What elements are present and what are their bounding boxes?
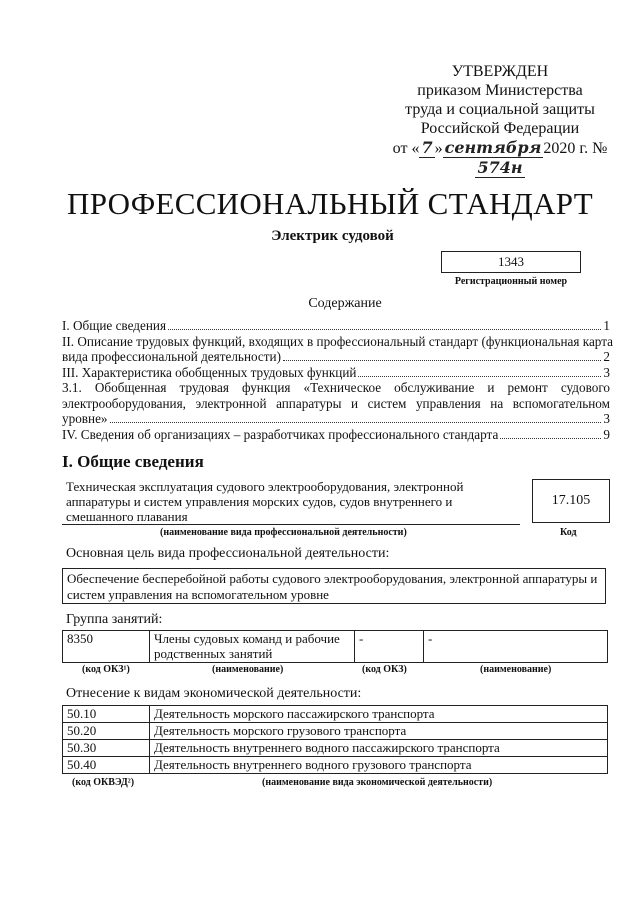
okz-code2-label: (код ОКЗ) xyxy=(362,664,407,675)
date-prefix: от « xyxy=(392,140,420,157)
approval-block xyxy=(380,62,620,178)
approval-ministry-line: труда и социальной защиты xyxy=(405,101,595,118)
approval-title: УТВЕРЖДЕН xyxy=(451,63,549,80)
approval-date-line xyxy=(380,138,620,178)
toc-item-4-end[interactable]: уровне» 3 xyxy=(62,411,610,426)
handwritten-month: сентября xyxy=(444,138,542,157)
toc-item-5[interactable]: IV. Сведения об организациях – разработчиках профессионального стандарта 9 xyxy=(62,426,610,442)
okved-row xyxy=(63,706,608,723)
okved-code: 50.10 xyxy=(63,706,150,723)
handwritten-day: 7 xyxy=(421,138,433,157)
okved-row xyxy=(63,757,608,774)
okved-name: Деятельность морского пассажирского транспорта xyxy=(150,706,608,723)
okved-label: Отнесение к видам экономической деятельности: xyxy=(66,686,362,701)
goal-text-box: Обеспечение бесперебойной работы судового электрооборудования, электронной аппаратуры и систем управления на вспомогательном уровне xyxy=(62,568,606,604)
okved-code: 50.20 xyxy=(63,723,150,740)
goal-label: Основная цель вида профессиональной деятельности: xyxy=(66,546,390,561)
registration-number-box: 1343 xyxy=(441,251,581,273)
okz-name-label: (наименование) xyxy=(212,664,284,675)
date-year: 2020 г. № xyxy=(543,140,608,157)
okz-name2-cell: - xyxy=(424,631,608,663)
okved-code: 50.30 xyxy=(63,740,150,757)
table-of-contents xyxy=(62,318,613,442)
okved-code: 50.40 xyxy=(63,757,150,774)
date-mid: » xyxy=(434,140,443,157)
toc-item-3[interactable]: III. Характеристика обобщенных трудовых функций 3 xyxy=(62,364,610,380)
toc-heading: Содержание xyxy=(308,296,382,311)
okz-code2-cell: - xyxy=(355,631,424,663)
document-subtitle: Электрик судовой xyxy=(271,228,394,244)
okz-name2-label: (наименование) xyxy=(480,664,552,675)
okved-table xyxy=(62,705,608,774)
toc-item-2-line2[interactable]: вида профессиональной деятельности) 2 xyxy=(62,349,610,364)
handwritten-order-number: 574н xyxy=(477,158,523,177)
registration-number-label: Регистрационный номер xyxy=(454,276,568,287)
okved-code-label: (код ОКВЭД²) xyxy=(72,777,135,788)
approval-order-line: приказом Министерства xyxy=(417,82,583,99)
okved-name: Деятельность морского грузового транспорта xyxy=(150,723,608,740)
code-label: Код xyxy=(560,527,577,538)
activity-name: Техническая эксплуатация судового электрооборудования, электронной аппаратуры и систем управления морских судов, судов внутреннего и смешанного плавания xyxy=(66,479,464,524)
activity-label: (наименование вида профессиональной деятельности) xyxy=(160,527,407,538)
group-label: Группа занятий: xyxy=(66,612,163,627)
activity-code-box: 17.105 xyxy=(532,479,610,523)
document-title: ПРОФЕССИОНАЛЬНЫЙ СТАНДАРТ xyxy=(67,186,593,221)
toc-item-1[interactable]: I. Общие сведения 1 xyxy=(62,318,610,333)
toc-item-2-line1[interactable]: II. Описание трудовых функций, входящих в профессиональный стандарт (функциональная карта xyxy=(62,333,613,349)
okz-code-label: (код ОКЗ¹) xyxy=(82,664,130,675)
okved-name-label: (наименование вида экономической деятельности) xyxy=(262,777,493,788)
okved-row xyxy=(63,723,608,740)
okved-name: Деятельность внутреннего водного пассажирского транспорта xyxy=(150,740,608,757)
activity-underline xyxy=(62,524,520,525)
okved-row xyxy=(63,740,608,757)
section-heading: I. Общие сведения xyxy=(62,452,204,471)
occupation-group-table xyxy=(62,630,608,663)
approval-country-line: Российской Федерации xyxy=(420,120,580,137)
okved-name: Деятельность внутреннего водного грузового транспорта xyxy=(150,757,608,774)
okz-code-cell: 8350 xyxy=(63,631,150,663)
toc-item-4-text[interactable]: 3.1. Обобщенная трудовая функция «Техническое обслуживание и ремонт судового электрооборудования, электронной аппаратуры и систем управления на вспомогательном xyxy=(62,380,610,411)
okz-name-cell: Члены судовых команд и рабочие родственных занятий xyxy=(150,631,355,663)
